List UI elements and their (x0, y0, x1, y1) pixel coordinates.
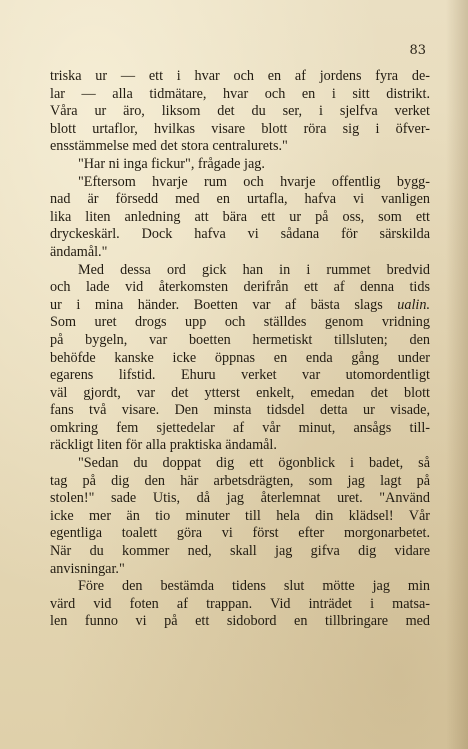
text-line: När du kommer ned, skall jag gifva dig vidare (50, 543, 430, 560)
text-line: Med dessa ord gick han in i rummet bredvid (78, 261, 430, 278)
text-line: värd vid foten af trappan. Vid inträdet i matsa- (50, 595, 430, 612)
text-line: Före den bestämda tidens slut mötte jag min (78, 578, 430, 595)
text-line: stolen!" sade Utis, då jag återlemnat uret. "Använd (50, 490, 430, 507)
text-line: triska ur — ett i hvar och en af jordens fyra de- (50, 68, 430, 84)
text-line (50, 297, 430, 315)
text-line: räckligt liten för alla praktiska ändamål. (50, 437, 277, 454)
text-line: ändamål." (50, 243, 108, 260)
text-line: len funno vi på ett sidobord en tillbringare med (50, 613, 430, 630)
text-line: och lade vid återkomsten derifrån ett af denna tids (50, 279, 430, 296)
text-line: omkring fem sjettedelar af vår minut, ansågs till- (50, 419, 430, 436)
text-line: behöfde kanske icke öppnas en enda gång under (50, 349, 430, 366)
text-line: "Har ni inga fickur", frågade jag. (78, 155, 265, 172)
page-edge-shadow (446, 0, 468, 749)
text-line: Som uret drogs upp och ställdes genom vridning (50, 314, 430, 331)
text-line: lar — alla tidmätare, hvar och en i sitt distrikt. (50, 85, 430, 102)
text-line: egarens lifstid. Ehuru verket var utomordentligt (50, 367, 430, 384)
body-text (50, 68, 430, 631)
text-line: fans två visare. Den minsta tidsdel detta ur visade, (50, 402, 430, 419)
text-line: väl gjordt, var det ytterst enkelt, emedan det blott (50, 384, 430, 401)
page-number: 83 (409, 43, 426, 58)
text-line: tag på dig den här arbetsdrägten, som jag lagt på (50, 472, 430, 489)
text-line: "Sedan du doppat dig ett ögonblick i badet, så (78, 455, 430, 472)
italic-word: ualin. (397, 296, 430, 313)
text-line: nad är försedd med en urtafla, hafva vi vanligen (50, 191, 430, 208)
text-line: ensstämmelse med det stora centralurets." (50, 138, 288, 155)
text-line-segment: ur i mina händer. Boetten var af bästa slags (50, 296, 383, 313)
text-line: dryckeskärl. Dock hafva vi sådana för särskilda (50, 226, 430, 243)
text-line: lika liten anledning att bära ett ur på oss, som ett (50, 208, 430, 225)
text-line: Våra ur äro, liksom det du ser, i sjelfva verket (50, 103, 430, 120)
text-line: egentliga toalett göra vi först efter morgonarbetet. (50, 525, 430, 542)
text-line: "Eftersom hvarje rum och hvarje offentlig bygg- (78, 173, 430, 190)
text-line: på bygeln, var boetten hermetiskt tillsluten; den (50, 331, 430, 348)
text-line: icke mer än tio minuter till hela din klädsel! Vår (50, 507, 430, 524)
text-line: blott urtaflor, hvilkas visare blott röra sig i öfver- (50, 120, 430, 137)
text-line: anvisningar." (50, 560, 125, 577)
